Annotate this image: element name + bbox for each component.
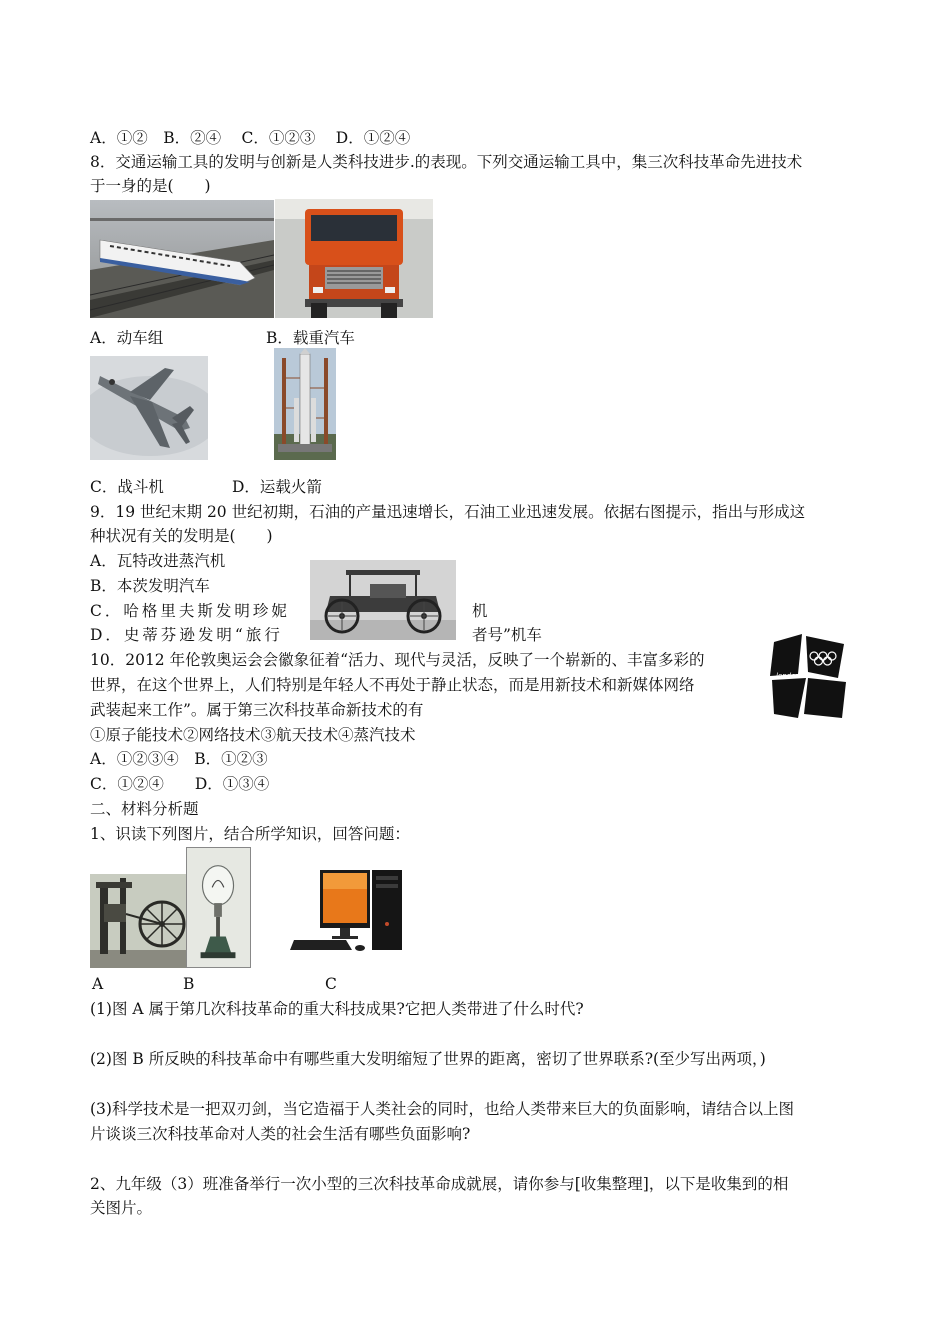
q9-option-a: A．瓦特改进蒸汽机 [90, 552, 226, 570]
steam-engine-image [90, 874, 186, 968]
m1-question-3-line1: (3)科学技术是一把双刃剑，当它造福于人类社会的同时，也给人类带来巨大的负面影响，请结合以上图 [90, 1100, 794, 1118]
q8-option-c: C．战斗机 [90, 478, 164, 496]
q8-option-b: B．载重汽车 [266, 329, 355, 347]
q9-option-b: B．本茨发明汽车 [90, 577, 210, 595]
fighter-jet-image [90, 356, 208, 460]
m1-stem: 1、识读下列图片，结合所学知识，回答问题： [90, 825, 410, 843]
q10-stem-line1: 10．2012 年伦敦奥运会会徽象征着“活力、现代与灵活，反映了一个崭新的、丰富多彩的 [90, 651, 705, 669]
light-bulb-image [186, 847, 251, 968]
section2-title: 二、材料分析题 [90, 800, 199, 818]
q10-stem-line2: 世界，在这个世界上，人们特别是年轻人不再处于静止状态，而是用新技术和新媒体网络 [90, 676, 695, 694]
heavy-truck-image [275, 199, 433, 318]
london-2012-logo [768, 634, 850, 720]
q8-option-a: A．动车组 [90, 329, 164, 347]
logo-text: london [776, 672, 800, 680]
q8-stem-line1: 8．交通运输工具的发明与创新是人类科技进步.的表现。下列交通运输工具中，集三次科技革命先进技术 [90, 153, 803, 171]
m1-question-1: (1)图 A 属于第几次科技革命的重大科技成果?它把人类带进了什么时代? [90, 1000, 584, 1018]
q9-stem-line1: 9．19 世纪末期 20 世纪初期，石油的产量迅速增长，石油工业迅速发展。依据右图提示，指出与形成这 [90, 503, 806, 521]
q8-option-d: D．运载火箭 [232, 478, 322, 496]
q10-stem-line3: 武装起来工作”。属于第三次科技革命新技术的有 [90, 701, 424, 719]
bullet-train-image [90, 200, 274, 318]
m2-line1: 2、九年级（3）班准备举行一次小型的三次科技革命成就展，请你参与[收集整理]，以下是收集到的相 [90, 1175, 789, 1193]
q9-option-c-right: 机 [472, 602, 488, 620]
q9-option-d-left: D．史蒂芬逊发明“旅行 [90, 626, 283, 644]
q9-stem-line2: 种状况有关的发明是( ) [90, 527, 273, 545]
m1-question-3-line2: 片谈谈三次科技革命对人类的社会生活有哪些负面影响? [90, 1125, 471, 1143]
rocket-image [274, 348, 336, 460]
q10-options-line1: A．①②③④ B．①②③ [90, 750, 268, 768]
q9-option-c-left: C．哈格里夫斯发明珍妮 [90, 602, 290, 620]
computer-image [290, 866, 410, 958]
m1-label-c: C [325, 975, 337, 993]
m2-line2: 关图片。 [90, 1199, 153, 1217]
q8-stem-line2: 于一身的是( ) [90, 177, 211, 195]
m1-question-2: (2)图 B 所反映的科技革命中有哪些重大发明缩短了世界的距离，密切了世界联系?(至少写出两项，) [90, 1050, 766, 1068]
q10-items: ①原子能技术②网络技术③航天技术④蒸汽技术 [90, 726, 416, 744]
early-car-image [310, 560, 456, 640]
m1-label-a: A [92, 975, 104, 993]
m1-label-b: B [183, 975, 195, 993]
q10-options-line2: C．①②④ D．①③④ [90, 775, 270, 793]
q9-option-d-right: 者号”机车 [472, 626, 542, 644]
q7-options: A．①② B．②④ C．①②③ D．①②④ [90, 129, 411, 147]
